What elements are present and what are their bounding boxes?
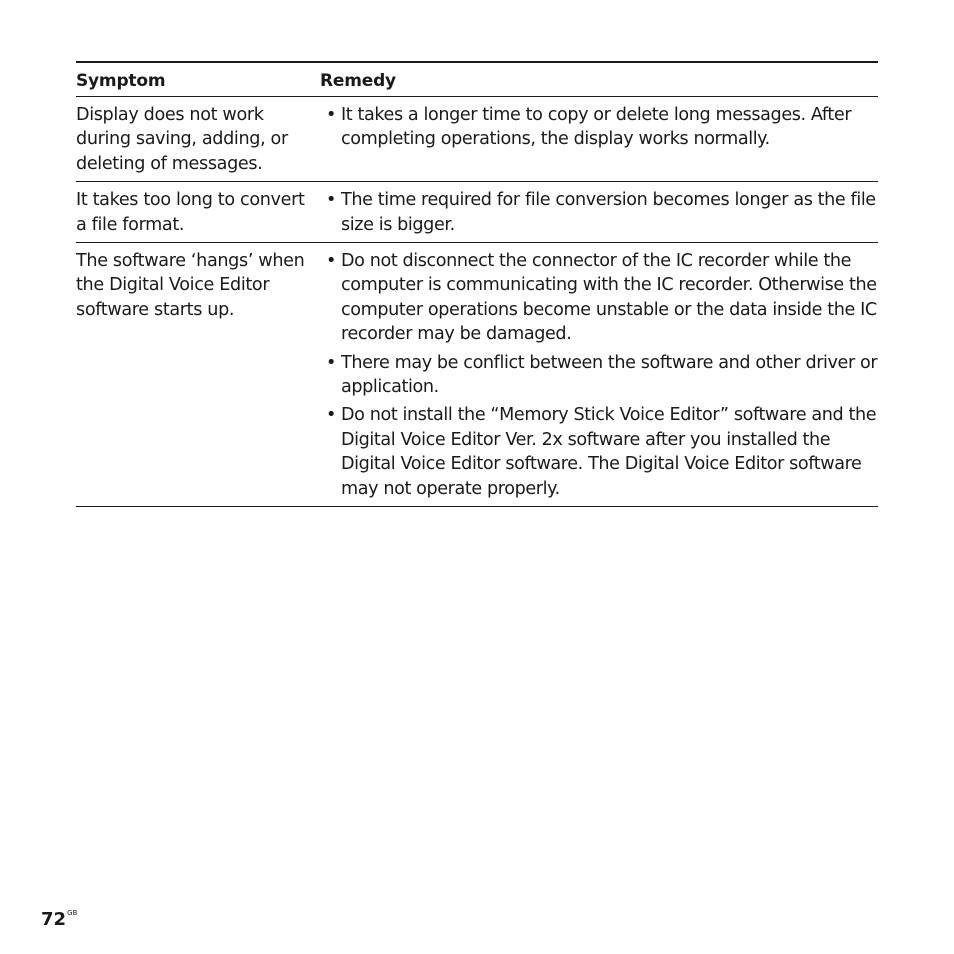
symptom-cell: The software ‘hangs’ when the Digital Voice Editor software starts up.: [76, 251, 305, 320]
page-number: [41, 909, 77, 930]
troubleshooting-table: [76, 61, 878, 507]
table-row: [76, 182, 878, 243]
table-row: [76, 243, 878, 507]
remedy-text: Do not install the “Memory Stick Voice Editor” software and the Digital Voice Editor Ver. 2x software after you installed the Digital Voice Editor software. The Digital Voice Editor software may not operate properly.: [341, 405, 877, 499]
symptom-cell: It takes too long to convert a file format.: [76, 190, 305, 235]
remedy-text: It takes a longer time to copy or delete long messages. After completing operations, the display works normally.: [341, 105, 852, 150]
table-header-row: [76, 63, 878, 97]
bullet-icon: •: [326, 105, 336, 125]
remedy-cell: [326, 249, 878, 501]
remedy-item: [326, 403, 878, 501]
table-row: [76, 97, 878, 182]
remedy-list: [326, 249, 878, 501]
remedy-item: [326, 351, 878, 400]
bullet-icon: •: [326, 251, 336, 272]
symptom-cell: Display does not work during saving, adding, or deleting of messages.: [76, 105, 288, 174]
remedy-cell: [326, 188, 878, 237]
region-code: GB: [67, 909, 78, 917]
remedy-text: The time required for file conversion becomes longer as the file size is bigger.: [341, 190, 876, 235]
remedy-cell: [326, 103, 878, 176]
page-number-value: 72: [41, 909, 67, 930]
bullet-icon: •: [326, 352, 336, 373]
remedy-item: [326, 249, 878, 347]
remedy-text: Do not disconnect the connector of the IC recorder while the computer is communicating with the IC recorder. Otherwise the computer operations become unstable or the data inside the IC recorder may be damaged.: [341, 251, 877, 345]
remedy-text: There may be conflict between the software and other driver or application.: [341, 352, 878, 398]
bullet-icon: •: [326, 405, 336, 426]
remedy-item: [326, 188, 878, 237]
remedy-list: [326, 103, 878, 152]
remedy-list: [326, 188, 878, 237]
symptom-column-header: Symptom: [76, 70, 166, 91]
remedy-item: [326, 103, 878, 152]
bullet-icon: •: [326, 190, 336, 211]
remedy-column-header: Remedy: [320, 70, 396, 91]
